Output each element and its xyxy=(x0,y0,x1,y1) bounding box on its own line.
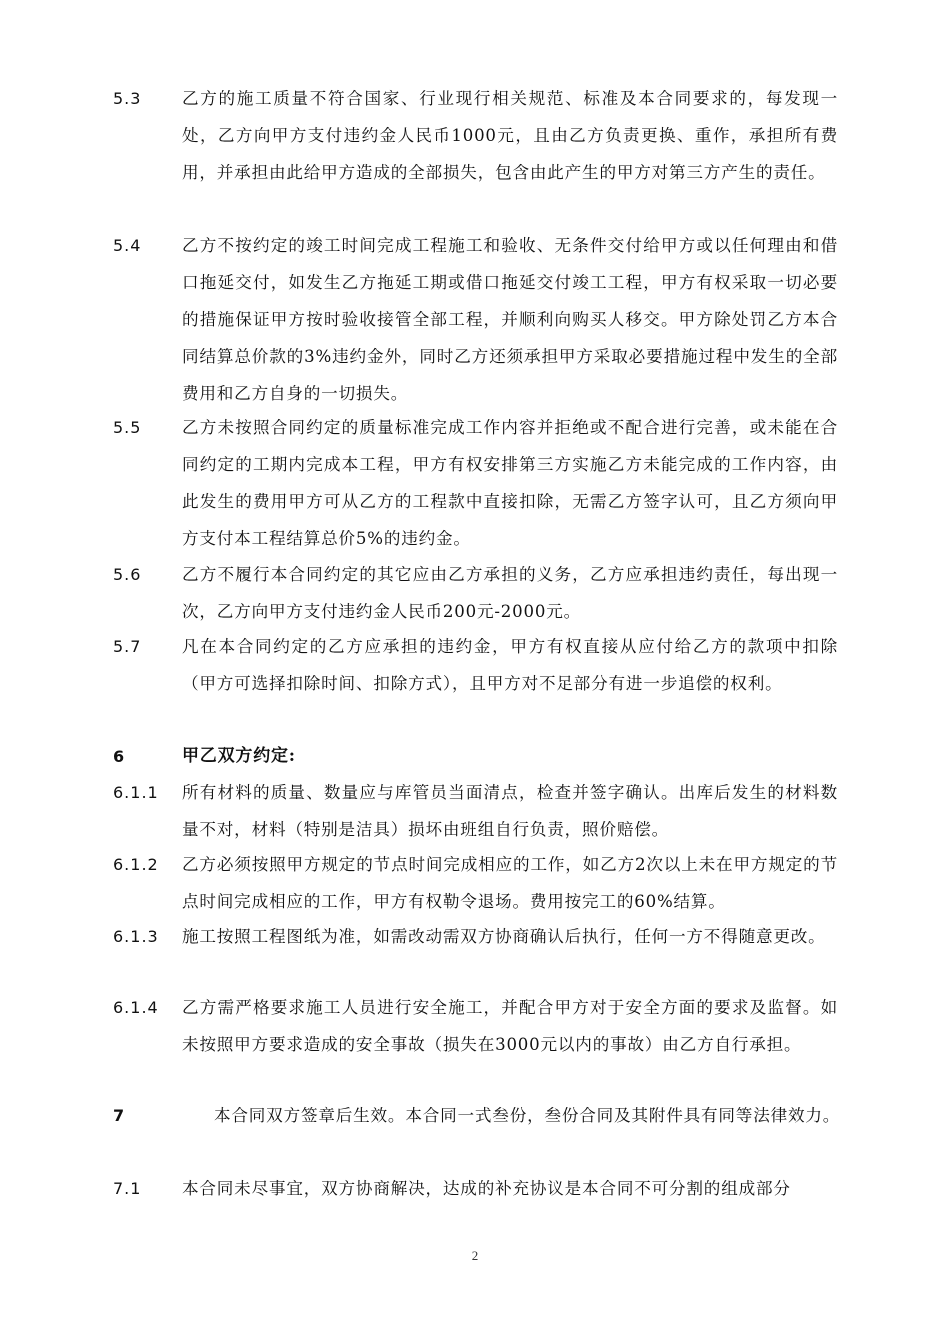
clause-text: 凡在本合同约定的乙方应承担的违约金，甲方有权直接从应付给乙方的款项中扣除（甲方可选择扣除时间、扣除方式），且甲方对不足部分有进一步追偿的权利。 xyxy=(182,637,838,693)
clause-number: 7 xyxy=(113,1106,126,1125)
clause-text: 本合同未尽事宜，双方协商解决，达成的补充协议是本合同不可分割的组成部分 xyxy=(182,1179,791,1198)
clause-text: 乙方需严格要求施工人员进行安全施工，并配合甲方对于安全方面的要求及监督。如未按照甲方要求造成的安全事故（损失在3000元以内的事故）由乙方自行承担。 xyxy=(182,998,838,1054)
section-number: 6 xyxy=(113,747,126,766)
clause-number: 5.3 xyxy=(113,89,142,108)
clause-text: 本合同双方签章后生效。本合同一式叁份，叁份合同及其附件具有同等法律效力。 xyxy=(214,1106,841,1125)
section-title: 甲乙双方约定: xyxy=(182,746,296,766)
clause-text: 乙方必须按照甲方规定的节点时间完成相应的工作，如乙方2次以上未在甲方规定的节点时间完成相应的工作，甲方有权勒令退场。费用按完工的60%结算。 xyxy=(182,855,838,911)
clause-text: 所有材料的质量、数量应与库管员当面清点，检查并签字确认。出库后发生的材料数量不对，材料（特别是洁具）损坏由班组自行负责，照价赔偿。 xyxy=(182,783,838,839)
clause-text: 施工按照工程图纸为准，如需改动需双方协商确认后执行，任何一方不得随意更改。 xyxy=(182,927,826,946)
clause-text: 乙方未按照合同约定的质量标准完成工作内容并拒绝或不配合进行完善，或未能在合同约定的工期内完成本工程，甲方有权安排第三方实施乙方未能完成的工作内容，由此发生的费用甲方可从乙方的工程款中直接扣除，无需乙方签字认可，且乙方须向甲方支付本工程结算总价5%的违约金。 xyxy=(182,418,838,548)
clause-text: 乙方不按约定的竣工时间完成工程施工和验收、无条件交付给甲方或以任何理由和借口拖延交付，如发生乙方拖延工期或借口拖延交付竣工工程，甲方有权采取一切必要的措施保证甲方按时验收接管全部工程，并顺利向购买人移交。甲方除处罚乙方本合同结算总价款的3%违约金外，同时乙方还须承担甲方采取必要措施过程中发生的全部费用和乙方自身的一切损失。 xyxy=(182,236,838,403)
clause-number: 6.1.2 xyxy=(113,855,159,874)
clause-number: 5.4 xyxy=(113,236,142,255)
clause-number: 5.6 xyxy=(113,565,142,584)
clause-text: 乙方不履行本合同约定的其它应由乙方承担的义务，乙方应承担违约责任，每出现一次，乙方向甲方支付违约金人民币200元-2000元。 xyxy=(182,565,838,621)
clause-text: 乙方的施工质量不符合国家、行业现行相关规范、标准及本合同要求的，每发现一处，乙方向甲方支付违约金人民币1000元，且由乙方负责更换、重作，承担所有费用，并承担由此给甲方造成的全部损失，包含由此产生的甲方对第三方产生的责任。 xyxy=(182,89,838,182)
page-number: 2 xyxy=(471,1248,479,1263)
clause-number: 6.1.3 xyxy=(113,927,159,946)
clause-number: 6.1.1 xyxy=(113,783,159,802)
clause-number: 6.1.4 xyxy=(113,998,159,1017)
clause-number: 7.1 xyxy=(113,1179,142,1198)
clause-number: 5.5 xyxy=(113,418,142,437)
clause-number: 5.7 xyxy=(113,637,142,656)
